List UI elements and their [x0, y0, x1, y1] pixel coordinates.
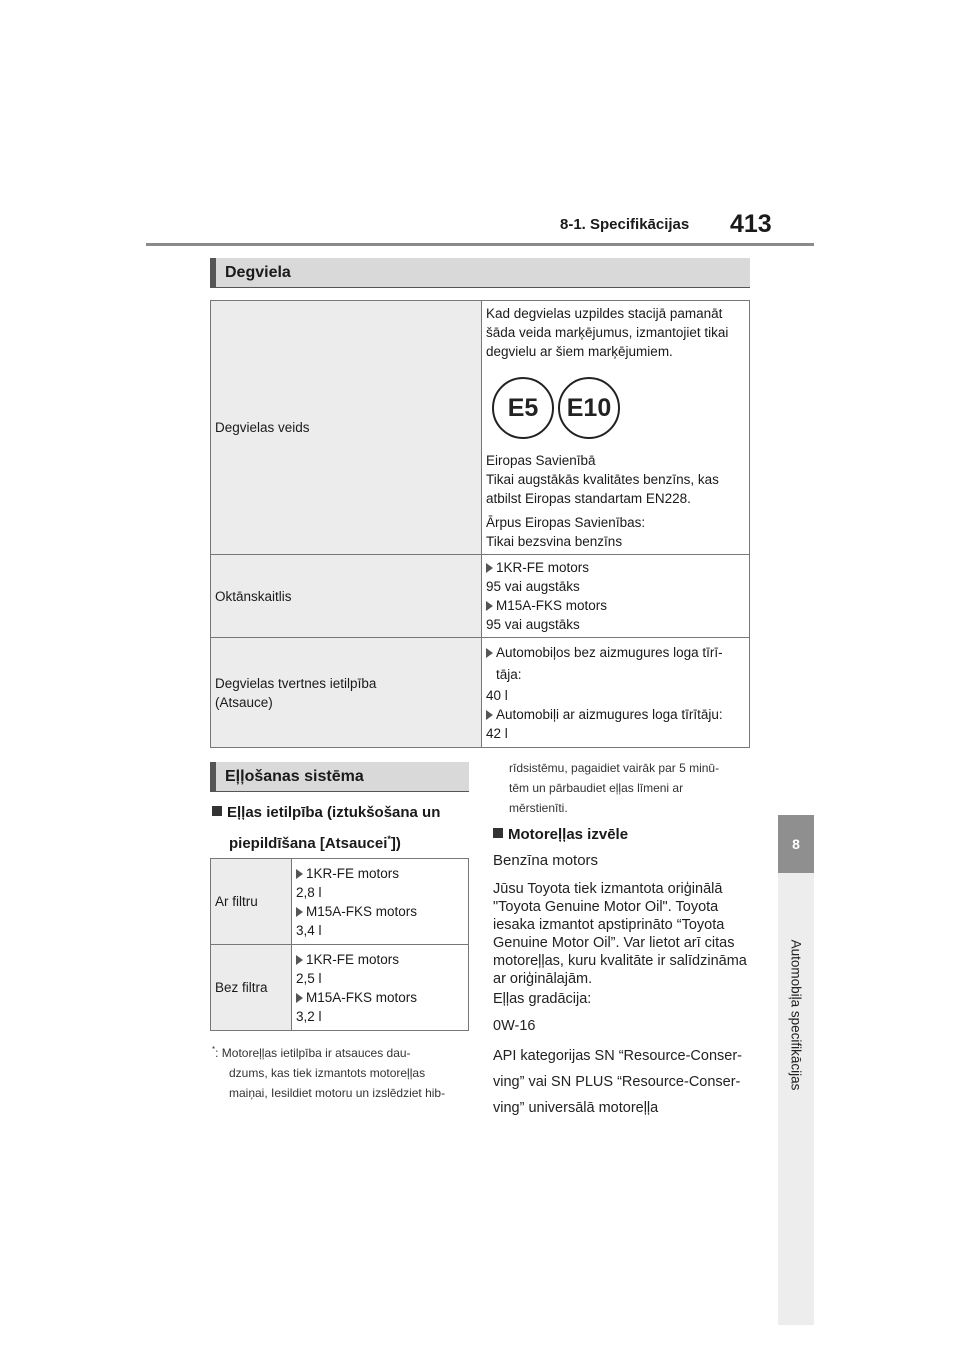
list-item: M15A-FKS motors: [296, 988, 464, 1007]
list-item: Automobiļos bez aizmugures loga tīrī-tāja:: [486, 642, 745, 686]
table-row: [211, 945, 469, 1031]
row-label: Ar filtru: [211, 859, 292, 945]
list-item: 1KR-FE motors: [296, 950, 464, 969]
oil-paragraph: Jūsu Toyota tiek izmantota oriģinālā "Toyota Genuine Motor Oil". Toyota iesaka izmantot apstiprināto “Toyota Genuine Motor Oil”. Var lietot arī citas motoreļļas, kuru kvalitāte ir salīdzināma ar oriģinālajām.: [493, 881, 747, 987]
list-item: M15A-FKS motors: [296, 902, 464, 921]
list-value: 42 l: [486, 726, 508, 741]
list-value: 3,2 l: [296, 1008, 322, 1024]
non-eu-fuel-note: Ārpus Eiropas Savienības: Tikai bezsvina benzīns: [486, 515, 646, 549]
row-label: Oktānskaitlis: [211, 555, 482, 638]
e10-badge-icon: E10: [558, 377, 620, 439]
row-label: Degvielas tvertnes ietilpība (Atsauce): [211, 638, 482, 748]
square-bullet-icon: [493, 828, 503, 838]
list-value: 95 vai augstāks: [486, 579, 580, 594]
fuel-table: [210, 300, 750, 748]
engine-type: Benzīna motors: [493, 852, 599, 869]
triangle-bullet-icon: [486, 648, 493, 658]
list-value: 2,5 l: [296, 970, 322, 986]
oil-capacity-title-2: piepildīšana [Atsaucei*]): [229, 834, 401, 852]
list-value: 40 l: [486, 688, 508, 703]
list-item: 1KR-FE motors: [296, 864, 464, 883]
chapter-number: 8: [778, 815, 814, 873]
page-number: 413: [730, 210, 772, 238]
row-label: Degvielas veids: [211, 301, 482, 555]
lubrication-heading: Eļļošanas sistēma: [225, 767, 364, 785]
list-item: Automobiļi ar aizmugures loga tīrītāju:: [486, 705, 745, 724]
triangle-bullet-icon: [486, 710, 493, 720]
oil-capacity-table: [210, 858, 469, 1031]
section-title: 8-1. Specifikācijas: [560, 216, 690, 233]
footnote: *: Motoreļļas ietilpība ir atsauces dau- dzums, kas tiek izmantots motoreļļas maiņai, Iesildiet motoru un izslēdziet hib-: [212, 1045, 446, 1100]
e5-badge-icon: E5: [492, 377, 554, 439]
square-bullet-icon: [212, 806, 222, 816]
api-category: API kategorijas SN “Resource-Conser- ving” vai SN PLUS “Resource-Conser- ving” universālā motoreļļa: [493, 1048, 743, 1116]
oil-grade: 0W-16: [493, 1018, 536, 1034]
triangle-bullet-icon: [296, 955, 303, 965]
chapter-label: Automobiļa specifikācijas: [788, 939, 804, 1091]
oil-choice-title: Motoreļļas izvēle: [493, 822, 628, 848]
footnote-continued: rīdsistēmu, pagaidiet vairāk par 5 minū- tēm un pārbaudiet eļļas līmeni ar mērstienīti.: [509, 761, 720, 815]
table-row: [211, 638, 750, 748]
eu-fuel-note: Eiropas Savienībā Tikai augstākās kvalitātes benzīns, kas atbilst Eiropas standartam EN228.: [486, 453, 719, 506]
triangle-bullet-icon: [296, 993, 303, 1003]
fuel-heading-bar: [210, 258, 750, 288]
header-rule: [146, 243, 814, 246]
heading-accent: [210, 258, 216, 287]
lubrication-heading-bar: [210, 762, 469, 792]
fuel-type-intro: Kad degvielas uzpildes stacijā pamanāt šāda veida marķējumus, izmantojiet tikai degvielu ar šiem marķējumiem.: [486, 306, 729, 359]
triangle-bullet-icon: [296, 869, 303, 879]
fuel-labels: [492, 377, 745, 439]
list-value: 2,8 l: [296, 884, 322, 900]
row-label: Bez filtra: [211, 945, 292, 1031]
heading-accent: [210, 762, 216, 791]
list-value: 95 vai augstāks: [486, 617, 580, 632]
fuel-heading: Degviela: [225, 263, 291, 281]
triangle-bullet-icon: [486, 563, 493, 573]
list-item: M15A-FKS motors: [486, 596, 745, 615]
triangle-bullet-icon: [486, 601, 493, 611]
oil-capacity-title: Eļļas ietilpība (iztukšošana un: [212, 800, 440, 826]
oil-grade-label: Eļļas gradācija:: [493, 991, 592, 1007]
table-row: [211, 301, 750, 555]
list-item: 1KR-FE motors: [486, 558, 745, 577]
table-row: [211, 859, 469, 945]
triangle-bullet-icon: [296, 907, 303, 917]
list-value: 3,4 l: [296, 922, 322, 938]
table-row: [211, 555, 750, 638]
